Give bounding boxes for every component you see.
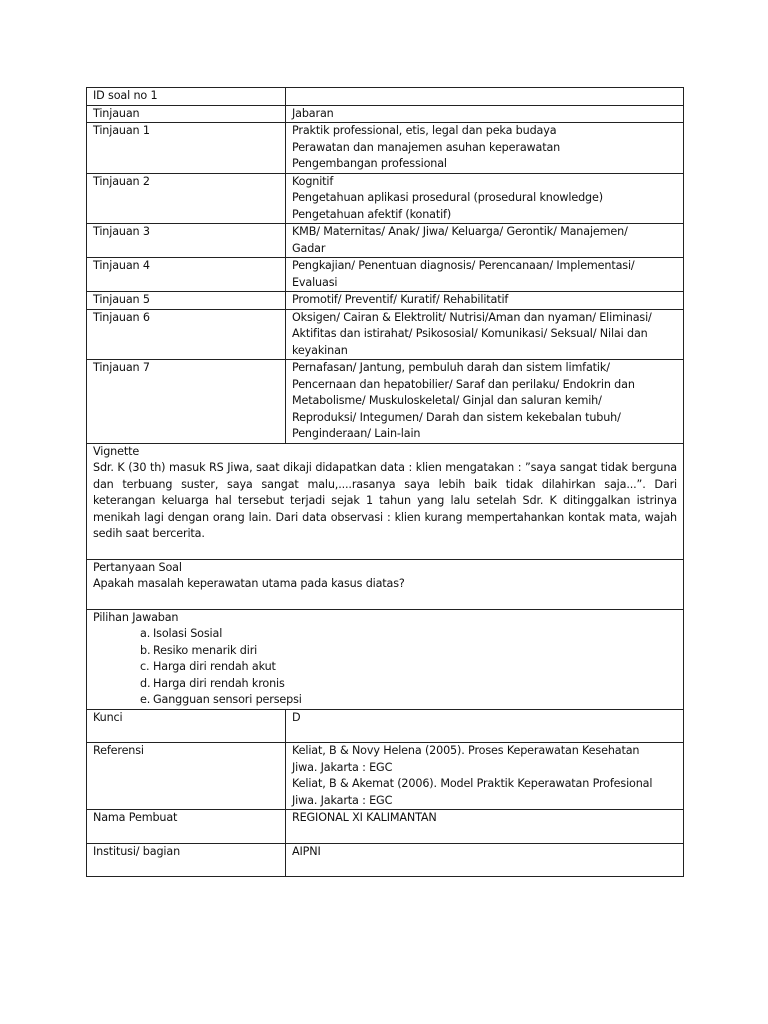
reference-line: Jiwa. Jakarta : EGC [292,760,393,774]
detail-line: Praktik professional, etis, legal dan peka budaya [292,124,557,137]
answer-key-row [87,709,684,743]
detail-line: Aktifitas dan istirahat/ Psikososial/ Komunikasi/ Seksual/ Nilai dan [292,327,648,340]
institution-row [87,843,684,877]
column-header-row [87,105,684,123]
detail-line: Pengembangan professional [292,157,447,170]
tinjauan-detail [286,173,684,224]
tinjauan-row [87,224,684,258]
option-text: Harga diri rendah akut [153,660,276,673]
detail-line: Penginderaan/ Lain-lain [292,427,421,440]
option-item [140,626,677,643]
author-value: REGIONAL XI KALIMANTAN [286,810,684,844]
reference-line: Jiwa. Jakarta : EGC [292,793,393,807]
question-sheet [86,87,683,877]
tinjauan-label: Tinjauan 3 [87,224,286,258]
reference-detail [286,743,684,810]
tinjauan-label: Tinjauan 7 [87,360,286,444]
option-text: Resiko menarik diri [153,643,258,657]
tinjauan-row [87,309,684,360]
detail-line: Pengetahuan afektif (konatif) [292,207,452,221]
detail-line: Oksigen/ Cairan & Elektrolit/ Nutrisi/Aman dan nyaman/ Eliminasi/ [292,310,652,324]
institution-label: Institusi/ bagian [87,843,286,877]
option-text: Gangguan sensori persepsi [153,693,302,706]
tinjauan-label: Tinjauan 2 [87,173,286,224]
option-letter: b. [140,643,151,657]
tinjauan-label: Tinjauan 6 [87,309,286,360]
option-item [140,676,677,693]
detail-line: Promotif/ Preventif/ Kuratif/ Rehabilitatif [292,293,509,306]
detail-line: Metabolisme/ Muskuloskeletal/ Ginjal dan saluran kemih/ [292,394,602,407]
reference-line: Keliat, B & Akemat (2006). Model Praktik Keperawatan Profesional [292,777,653,790]
question-cell [87,559,684,609]
options-list [93,626,677,709]
tinjauan-row [87,173,684,224]
column-header-jabaran: Jabaran [286,105,684,123]
author-row [87,810,684,844]
detail-line: Reproduksi/ Integumen/ Darah dan sistem kekebalan tubuh/ [292,410,621,424]
tinjauan-row [87,292,684,310]
tinjauan-label: Tinjauan 1 [87,123,286,174]
detail-line: Kognitif [292,174,334,188]
id-value [286,88,684,106]
author-label: Nama Pembuat [87,810,286,844]
tinjauan-detail [286,360,684,444]
option-item [140,659,677,676]
reference-label: Referensi [87,743,286,810]
detail-line: Pengetahuan aplikasi prosedural (prosedural knowledge) [292,191,603,204]
tinjauan-detail [286,224,684,258]
options-cell [87,609,684,709]
answer-key-value: D [286,709,684,743]
id-row [87,88,684,106]
tinjauan-detail [286,123,684,174]
detail-line: Evaluasi [292,275,338,289]
question-text: Apakah masalah keperawatan utama pada kasus diatas? [93,577,405,590]
reference-row [87,743,684,810]
institution-value: AIPNI [286,843,684,877]
option-letter: d. [140,676,151,690]
tinjauan-row [87,360,684,444]
id-label: ID soal no 1 [87,88,286,106]
detail-line: KMB/ Maternitas/ Anak/ Jiwa/ Keluarga/ Gerontik/ Manajemen/ [292,225,628,238]
tinjauan-detail [286,292,684,310]
tinjauan-label: Tinjauan 4 [87,258,286,292]
option-item [140,643,677,660]
vignette-text: Sdr. K (30 th) masuk RS Jiwa, saat dikaji didapatkan data : klien mengatakan : ”saya sangat tidak berguna dan terbuang suster, saya sangat malu,....rasanya saya lebih baik tidak dilahirkan saja...”. Dari keterangan keluarga hal tersebut terjadi sejak 1 tahun yang lalu setelah Sdr. K ditinggalkan istrinya menikah lagi dengan orang lain. Dari data observasi : klien kurang mempertahankan kontak mata, wajah sedih saat bercerita. [93,461,677,540]
detail-line: Perawatan dan manajemen asuhan keperawatan [292,140,561,154]
vignette-cell [87,443,684,559]
tinjauan-label: Tinjauan 5 [87,292,286,310]
question-table [86,87,684,877]
detail-line: keyakinan [292,343,348,357]
option-letter: e. [140,693,151,706]
option-text: Harga diri rendah kronis [153,676,285,690]
tinjauan-detail [286,258,684,292]
vignette-row [87,443,684,559]
question-row [87,559,684,609]
option-letter: c. [140,660,150,673]
option-item [140,692,677,709]
detail-line: Pernafasan/ Jantung, pembuluh darah dan sistem limfatik/ [292,361,610,374]
options-row [87,609,684,709]
column-header-tinjauan: Tinjauan [87,105,286,123]
answer-key-label: Kunci [87,709,286,743]
detail-line: Pencernaan dan hepatobilier/ Saraf dan perilaku/ Endokrin dan [292,377,635,391]
tinjauan-row [87,123,684,174]
tinjauan-row [87,258,684,292]
detail-line: Pengkajian/ Penentuan diagnosis/ Perencanaan/ Implementasi/ [292,259,635,272]
question-title: Pertanyaan Soal [93,560,182,574]
detail-line: Gadar [292,241,326,255]
option-letter: a. [140,627,151,640]
options-title: Pilihan Jawaban [93,610,179,624]
option-text: Isolasi Sosial [153,627,223,640]
vignette-title: Vignette [93,444,140,458]
reference-line: Keliat, B & Novy Helena (2005). Proses Keperawatan Kesehatan [292,744,640,757]
tinjauan-detail [286,309,684,360]
